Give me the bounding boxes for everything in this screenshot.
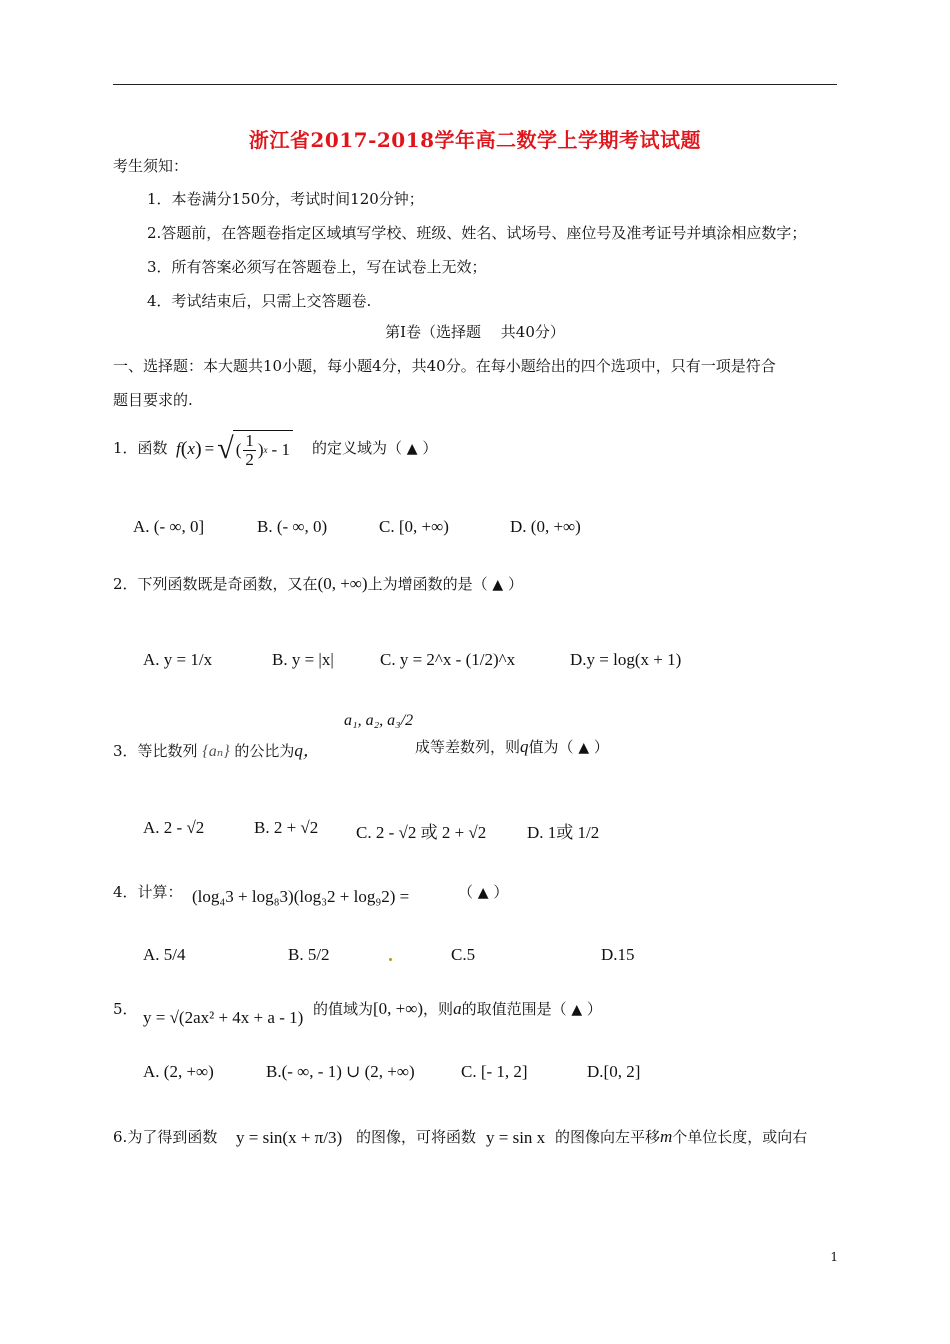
question-3-tail: 成等差数列，则q值为（ ▲ ）: [415, 737, 609, 756]
question-3-sequence: a₁, a₂, a₃/2: [344, 712, 414, 729]
triangle-marker: ▲: [578, 740, 590, 756]
notice-heading: 考生须知：: [113, 157, 189, 175]
question-4-stem: 4．计算：: [113, 883, 183, 901]
question-6-tail: 的图像向左平移m个单位长度，或向右: [555, 1127, 808, 1146]
question-5-formula: y = √(2ax² + 4x + a - 1): [143, 1008, 304, 1027]
question-2-interval: (0, +∞): [317, 574, 368, 593]
page-number: 1: [830, 1250, 838, 1264]
exam-title: 浙江省2017-2018学年高二数学上学期考试试题: [248, 128, 702, 152]
question-3-option-c: C. 2 - √2 或 2 + √2: [356, 823, 487, 842]
question-3-option-d: D. 1或 1/2: [527, 823, 600, 842]
question-number: 4．: [113, 883, 138, 901]
notice-item: 3．所有答案必须写在答题卷上，写在试卷上无效；: [147, 258, 487, 276]
question-1-option-b: B. (- ∞, 0): [257, 517, 328, 536]
question-4-option-c: C.5: [451, 945, 476, 964]
question-5-option-d: D.[0, 2]: [587, 1062, 641, 1081]
question-number: 2．: [113, 575, 138, 593]
question-1-formula: f ( x ) = √ ( $\frac{1}{2}$ ) x - 1: [176, 430, 293, 469]
question-2-option-b: B. y = |x|: [272, 650, 334, 669]
question-6-formula-2: y = sin x: [486, 1128, 546, 1147]
question-1-option-c: C. [0, +∞): [379, 517, 449, 536]
question-2-stem: 2．下列函数既是奇函数，又在(0, +∞)上为增函数的是（ ▲ ）: [113, 574, 523, 593]
question-4-option-a: A. 5/4: [143, 945, 186, 964]
question-6-formula: y = sin(x + π/3): [236, 1128, 343, 1147]
question-4-tail: （ ▲ ）: [458, 883, 509, 901]
question-number: 1．: [113, 439, 138, 457]
question-3-option-b: B. 2 + √2: [254, 818, 319, 837]
question-4-option-d: D.15: [601, 945, 635, 964]
section-instructions: 题目要求的.: [113, 391, 193, 409]
section-instructions: 一、选择题：本大题共10小题，每小题4分，共40分。在每小题给出的四个选项中，只有一项是符合: [113, 357, 776, 375]
question-3-option-a: A. 2 - √2: [143, 818, 205, 837]
question-number: 6.: [113, 1128, 128, 1146]
question-5-tail: 的值域为[0, +∞)，则a的取值范围是（ ▲ ）: [313, 999, 602, 1018]
question-4-formula: (log₄3 + log₈3)(log₃2 + log₉2) =: [192, 887, 410, 906]
question-6-stem: 6.为了得到函数: [113, 1128, 218, 1146]
question-5-option-c: C. [- 1, 2]: [461, 1062, 528, 1081]
question-1-stem: 1．函数: [113, 439, 168, 457]
stray-dot: [389, 958, 392, 961]
question-1-option-d: D. (0, +∞): [510, 517, 581, 536]
notice-item: 4．考试结束后，只需上交答题卷.: [147, 292, 372, 310]
triangle-marker: ▲: [492, 577, 504, 593]
question-3-stem: 3．等比数列 {aₙ} 的公比为q，: [113, 741, 320, 760]
question-2-option-a: A. y = 1/x: [143, 650, 213, 669]
question-5-option-a: A. (2, +∞): [143, 1062, 214, 1081]
question-1-tail: 的定义域为（ ▲ ）: [312, 439, 438, 457]
question-4-option-b: B. 5/2: [288, 945, 330, 964]
question-2-option-d: D.y = log(x + 1): [570, 650, 682, 669]
section-title: 第Ⅰ卷（选择题 共40分）: [385, 323, 565, 341]
notice-item: 1．本卷满分150分，考试时间120分钟；: [147, 190, 424, 208]
question-5-number: 5．: [113, 1000, 138, 1018]
triangle-marker: ▲: [571, 1002, 583, 1018]
triangle-marker: ▲: [406, 441, 418, 457]
question-6-middle: 的图像，可将函数: [356, 1128, 477, 1146]
sequence-symbol: {aₙ}: [202, 743, 230, 760]
question-1-option-a: A. (- ∞, 0]: [133, 517, 205, 536]
question-2-option-c: C. y = 2^x - (1/2)^x: [380, 650, 516, 669]
question-5-option-b: B.(- ∞, - 1) ∪ (2, +∞): [266, 1062, 415, 1081]
triangle-marker: ▲: [477, 885, 489, 901]
header-rule: [113, 84, 837, 85]
question-number: 3．: [113, 742, 138, 760]
notice-item: 2.答题前，在答题卷指定区域填写学校、班级、姓名、试场号、座位号及准考证号并填涂相应数字；: [147, 224, 807, 242]
